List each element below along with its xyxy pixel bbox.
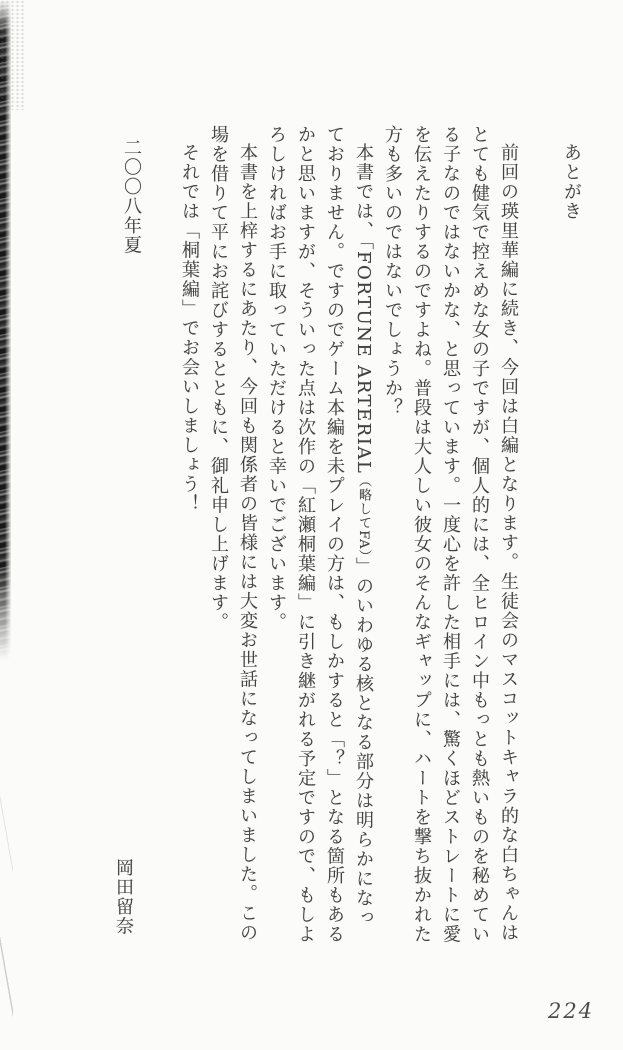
paragraph-2-lead: 本書では、「FORTUNE ARTERIAL [353,143,374,475]
afterword-paragraph-4: それでは「桐葉編」でお会いしましょう！ [179,143,200,514]
paragraph-2-rest: 」のいわゆる核となる部分は明らかになっておりません。ですのでゲーム本編を未プレイの方は、もしかすると「？」となる箇所もあるかと思いますが、そういった点は次作の「紅瀬桐葉編」に引き継がれる予定ですので、もしよろしければお手に取っていただけると幸いでございます。 [266,125,374,944]
afterword-text-block [175,125,586,947]
corner-halftone-artifact [0,0,26,110]
afterword-heading: あとがき [561,143,582,221]
afterword-paragraph-2 [262,125,378,947]
scan-speckle-artifact [0,648,13,1048]
date-line: 二〇〇八年夏 [121,138,142,255]
afterword-paragraph-1: 前回の瑛里華編に続き、今回は白編となります。生徒会のマスコットキャラ的な白ちゃんはとても健気で控えめな女の子ですが、個人的には、全ヒロイン中もっとも熱いものを秘めている子なのではないかな、と思っています。一度心を許した相手には、驚くほどストレートに愛を伝えたりするのですよね。普段は大人しい彼女のそんなギャップに、ハートを撃ち抜かれた方も多いのではないでしょうか？ [382,125,519,944]
author-signature: 岡田留奈 [113,858,134,936]
page-number: 224 [548,999,595,1023]
afterword-paragraph-3: 本書を上梓するにあたり、今回も関係者の皆様には大変お世話になってしまいました。この場を借りて平にお詫びするとともに、御礼申し上げます。 [208,125,258,943]
paragraph-2-abbreviation: （略してFA） [356,474,371,558]
